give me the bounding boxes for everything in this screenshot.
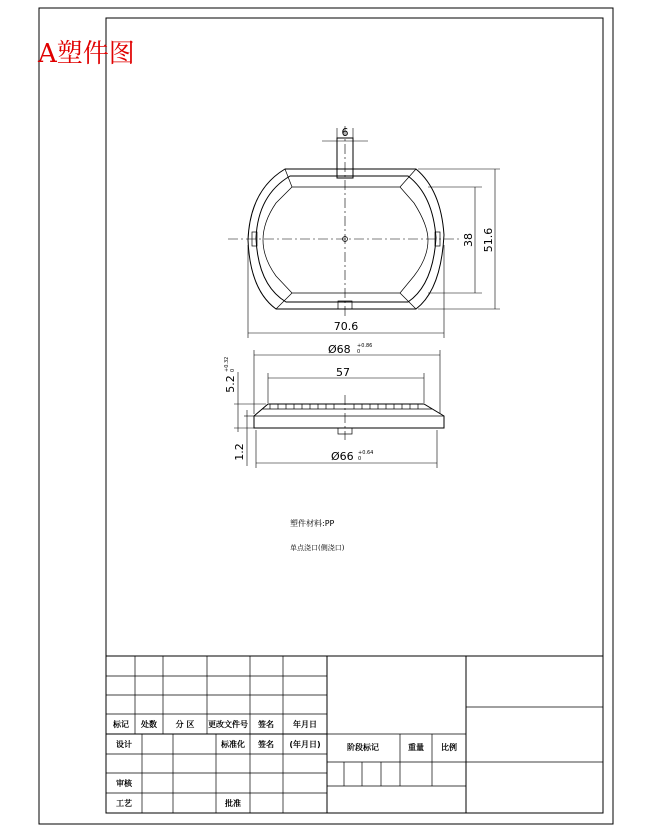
drawing-frame — [106, 18, 603, 813]
dim-flange-thickness: 1.2 — [233, 443, 246, 461]
tb-scale: 比例 — [441, 743, 457, 752]
tb-date-2: (年月日) — [289, 740, 321, 749]
dim-top-diameter-tol-lower: 0 — [357, 349, 361, 355]
title-block — [106, 656, 603, 813]
tb-weight: 重量 — [408, 743, 424, 752]
tb-signature: 签名 — [258, 720, 274, 729]
top-view — [228, 126, 500, 338]
dim-bottom-diameter-tol-upper: +0.64 — [358, 450, 374, 456]
note-gate: 单点浇口(侧浇口) — [290, 544, 345, 552]
tb-zone: 分 区 — [175, 720, 195, 729]
tb-review: 审核 — [116, 779, 132, 788]
drawing-title: A塑件图 — [38, 39, 135, 69]
tb-date: 年月日 — [293, 720, 317, 729]
dim-top-diameter: Ø68 — [328, 343, 351, 356]
tb-mark: 标记 — [113, 720, 129, 729]
tb-process: 工艺 — [116, 799, 132, 808]
tb-count: 处数 — [141, 720, 157, 729]
tb-signature-2: 签名 — [258, 740, 274, 749]
dim-bottom-diameter: Ø66 — [331, 450, 354, 463]
dim-height-tol-lower: 0 — [230, 368, 236, 372]
note-material: 塑件材料:PP — [290, 519, 335, 528]
side-view-ribs — [270, 404, 418, 409]
dim-slot-width: 6 — [341, 126, 349, 139]
tb-approve: 批准 — [225, 799, 241, 808]
dim-height: 5.2 — [224, 375, 237, 393]
tb-design: 设计 — [116, 740, 132, 749]
dim-height-tol-upper: +0.32 — [224, 356, 230, 372]
dim-bottom-diameter-tol-lower: 0 — [358, 456, 362, 462]
dim-top-width: 57 — [336, 366, 350, 379]
dim-top-diameter-tol-upper: +0.86 — [357, 343, 373, 349]
side-view — [224, 343, 444, 468]
tb-change-doc: 更改文件号 — [208, 720, 248, 729]
tb-standardization: 标准化 — [221, 740, 245, 749]
tb-stage-mark: 阶段标记 — [347, 743, 379, 752]
dim-inner-height: 38 — [462, 233, 475, 247]
dim-overall-height: 51.6 — [482, 227, 495, 253]
dim-overall-width: 70.6 — [333, 320, 359, 333]
